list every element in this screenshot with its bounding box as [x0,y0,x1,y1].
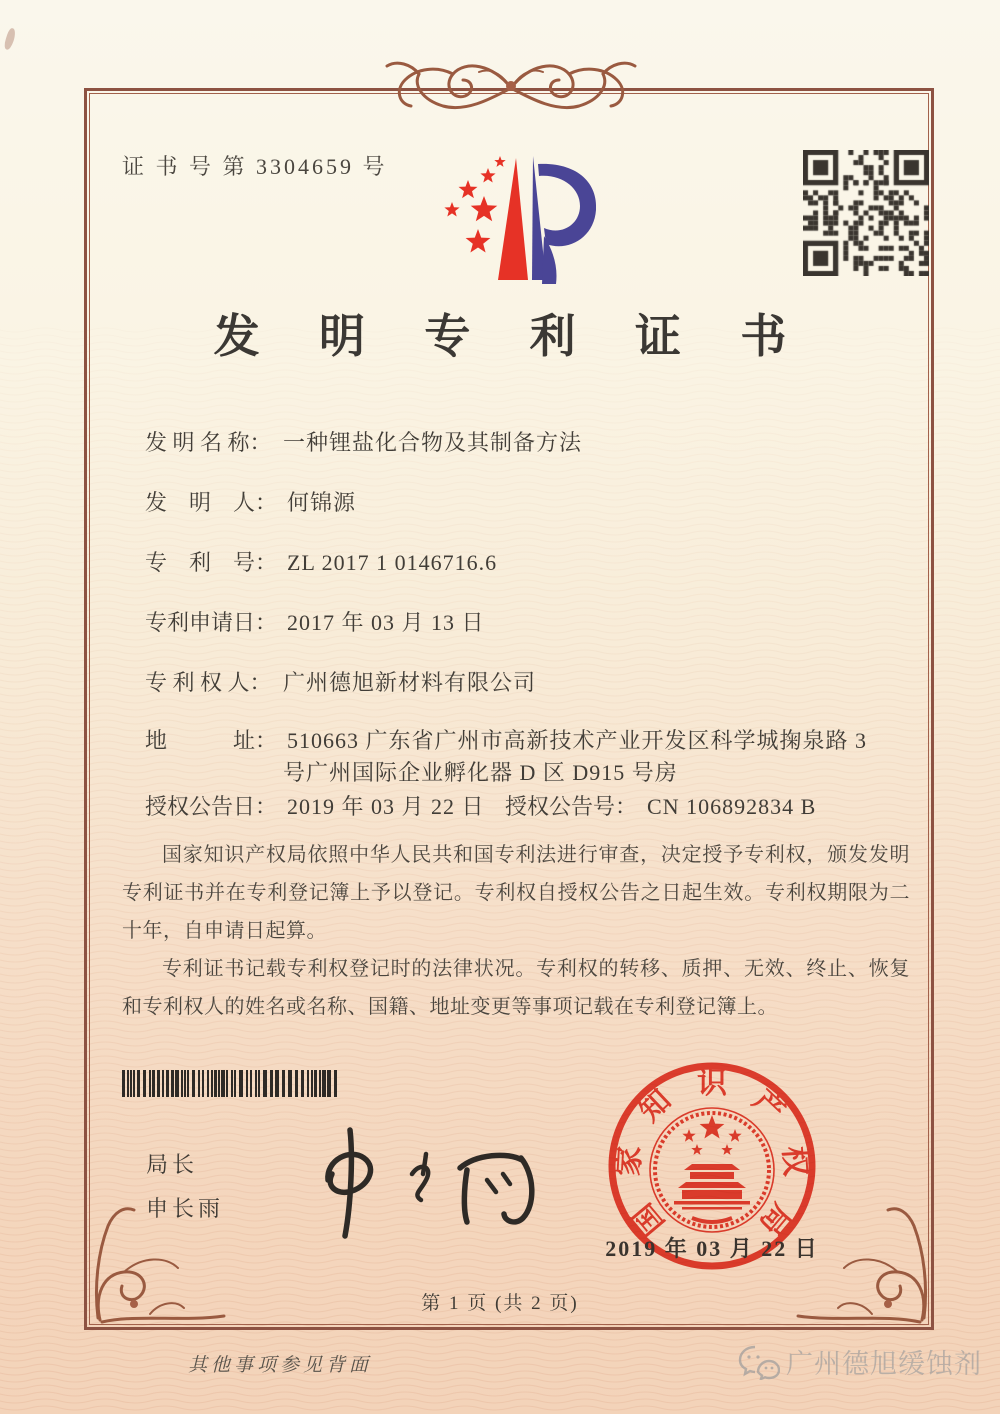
page-number: 第 1 页 (共 2 页) [421,1293,579,1314]
field-label: 授权公告号： [505,794,638,819]
svg-text:权: 权 [777,1145,812,1178]
svg-text:产: 产 [746,1083,791,1129]
field-value: 2017 年 03 月 13 日 [287,610,485,635]
field-patentee [145,666,536,697]
field-value: 广州德旭新材料有限公司 [283,670,537,695]
field-value-line1: 510663 广东省广州市高新技术产业开发区科学城掬泉路 3 [287,728,868,753]
certificate-number: 证 书 号 第 3304659 号 [122,154,388,179]
field-patent-number [145,546,497,577]
field-inventor [145,486,356,517]
watermark-text: 广州德旭缓蚀剂 [786,1349,982,1379]
cnipa-patent-logo-icon [438,148,606,296]
scan-smudge [3,27,17,50]
barcode-icon [122,1070,392,1097]
director-signature [292,1116,552,1248]
field-value: 何锦源 [287,490,357,515]
field-label: 授权公告日： [145,794,278,819]
field-grant-date [145,790,817,821]
svg-text:家: 家 [612,1145,647,1178]
field-value: ZL 2017 1 0146716.6 [287,550,498,575]
field-label: 发 明 名 称： [145,430,272,455]
seal-date: 2019 年 03 月 22 日 [605,1236,819,1261]
legal-text-block [122,836,910,1026]
field-label: 发 明 人： [145,490,278,515]
field-label: 专 利 号： [145,550,278,575]
field-grant-number [505,790,816,821]
field-filing-date [145,606,485,637]
legal-paragraph-2: 专利证书记载专利权登记时的法律状况。专利权的转移、质押、无效、终止、恢复和专利权人的姓名或名称、国籍、地址变更等事项记载在专利登记簿上。 [122,958,910,1018]
field-address [145,724,867,755]
back-side-note: 其他事项参见背面 [187,1355,372,1376]
director-name-label: 申长雨 [146,1196,225,1221]
field-value: 2019 年 03 月 22 日 [287,794,485,819]
svg-text:国: 国 [626,1196,671,1242]
wechat-icon [738,1344,780,1380]
qr-code-icon [803,150,929,276]
field-value: 一种锂盐化合物及其制备方法 [283,430,583,455]
svg-text:识: 识 [697,1066,727,1100]
field-label: 地 址： [145,728,278,753]
legal-paragraph-1: 国家知识产权局依照中华人民共和国专利法进行审查，决定授予专利权，颁发发明专利证书并在专利登记簿上予以登记。专利权自授权公告之日起生效。专利权期限为二十年，自申请日起算。 [122,844,910,942]
field-address-line2: 号广州国际企业孵化器 D 区 D915 号房 [283,760,678,785]
field-value: CN 106892834 B [647,794,817,819]
field-label: 专 利 权 人： [145,670,272,695]
field-label: 专利申请日： [145,610,278,635]
field-invention-name [145,426,582,457]
certificate-title: 发 明 专 利 证 书 [213,311,811,362]
svg-text:局: 局 [753,1196,798,1242]
director-title-label: 局长 [146,1152,199,1177]
svg-text:知: 知 [633,1083,678,1129]
watermark [738,1342,982,1381]
